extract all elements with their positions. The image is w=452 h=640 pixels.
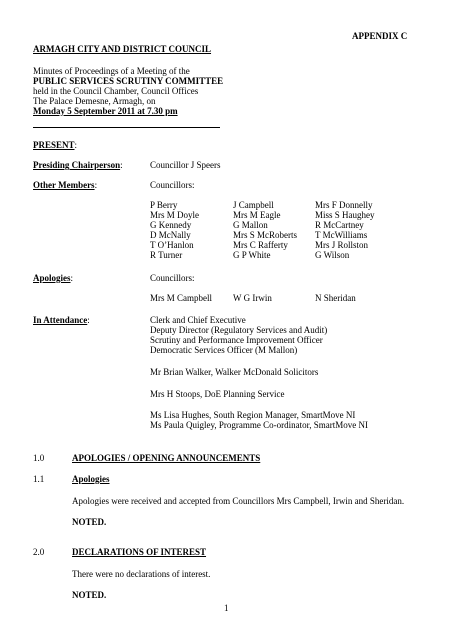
paragraph: There were no declarations of interest. <box>72 569 211 579</box>
council-name: ARMAGH CITY AND DISTRICT COUNCIL <box>33 44 212 54</box>
member-name: Mrs M Doyle <box>150 210 199 220</box>
other-members-label-text: Other Members <box>33 180 95 190</box>
member-name: Mrs F Donnelly <box>315 200 373 210</box>
member-name: T McWilliams <box>315 230 368 240</box>
section-number: 2.0 <box>33 547 45 557</box>
member-name: R McCartney <box>315 220 364 230</box>
apology-name: W G Irwin <box>233 293 272 303</box>
other-members-councillors: Councillors: <box>150 180 195 190</box>
member-name: G P White <box>233 250 271 260</box>
member-name: Mrs C Rafferty <box>233 240 288 250</box>
section-number: 1.1 <box>33 474 45 484</box>
noted-label: NOTED. <box>72 590 107 600</box>
presiding-label-colon: : <box>120 160 123 170</box>
attendee: Ms Lisa Hughes, South Region Manager, SmartMove NI <box>150 410 356 420</box>
member-row <box>150 200 177 210</box>
section-heading: APOLOGIES / OPENING ANNOUNCEMENTS <box>72 453 261 463</box>
other-members-label-colon: : <box>94 180 98 190</box>
present-heading <box>33 140 77 150</box>
subsection-heading: Apologies <box>72 474 110 484</box>
attendance-label <box>33 315 90 325</box>
apologies-label-colon: : <box>70 273 74 283</box>
presiding-label <box>33 160 123 170</box>
venue-line-1: held in the Council Chamber, Council Offices <box>33 86 199 96</box>
section-heading: DECLARATIONS OF INTEREST <box>72 547 207 557</box>
member-name: G Mallon <box>233 220 268 230</box>
page-number: 1 <box>224 603 229 613</box>
apology-name: N Sheridan <box>315 293 356 303</box>
attendee: Deputy Director (Regulatory Services and Audit) <box>150 325 328 335</box>
noted-label: NOTED. <box>72 517 107 527</box>
attendance-label-colon: : <box>87 315 90 325</box>
attendee: Mrs H Stoops, DoE Planning Service <box>150 389 285 399</box>
member-name: Miss S Haughey <box>315 210 375 220</box>
member-name: R Turner <box>150 250 183 260</box>
header-rule <box>33 127 220 128</box>
attendee: Scrutiny and Performance Improvement Officer <box>150 335 323 345</box>
other-members-label <box>33 180 97 190</box>
section-number: 1.0 <box>33 453 45 463</box>
attendee: Ms Paula Quigley, Programme Co-ordinator, SmartMove NI <box>150 420 369 430</box>
member-name: Mrs M Eagle <box>233 210 281 220</box>
attendee: Clerk and Chief Executive <box>150 315 246 325</box>
presiding-value: Councillor J Speers <box>150 160 221 170</box>
attendee: Mr Brian Walker, Walker McDonald Solicitors <box>150 367 319 377</box>
committee-name: PUBLIC SERVICES SCRUTINY COMMITTEE <box>33 76 224 86</box>
member-name: G Kennedy <box>150 220 192 230</box>
paragraph: Apologies were received and accepted from Councillors Mrs Campbell, Irwin and Sheridan. <box>72 496 405 506</box>
presiding-label-text: Presiding Chairperson <box>33 160 121 170</box>
member-name: D McNally <box>150 230 191 240</box>
meeting-date: Monday 5 September 2011 at 7.30 pm <box>33 106 178 116</box>
present-heading-colon: : <box>74 140 78 150</box>
attendee: Democratic Services Officer (M Mallon) <box>150 345 298 355</box>
member-name: T O’Hanlon <box>150 240 194 250</box>
member-name: P Berry <box>150 200 178 210</box>
appendix-label: APPENDIX C <box>352 31 408 41</box>
present-heading-text: PRESENT <box>33 140 75 150</box>
minutes-intro: Minutes of Proceedings of a Meeting of the <box>33 66 190 76</box>
member-name: Mrs S McRoberts <box>233 230 298 240</box>
apologies-councillors: Councillors: <box>150 273 195 283</box>
member-name: Mrs J Rollston <box>315 240 369 250</box>
member-name: J Campbell <box>233 200 274 210</box>
apology-name: Mrs M Campbell <box>150 293 212 303</box>
apologies-label <box>33 273 73 283</box>
venue-line-2: The Palace Demesne, Armagh, on <box>33 96 156 106</box>
member-name: G Wilson <box>315 250 350 260</box>
apologies-label-text: Apologies <box>33 273 71 283</box>
attendance-label-text: In Attendance <box>33 315 88 325</box>
